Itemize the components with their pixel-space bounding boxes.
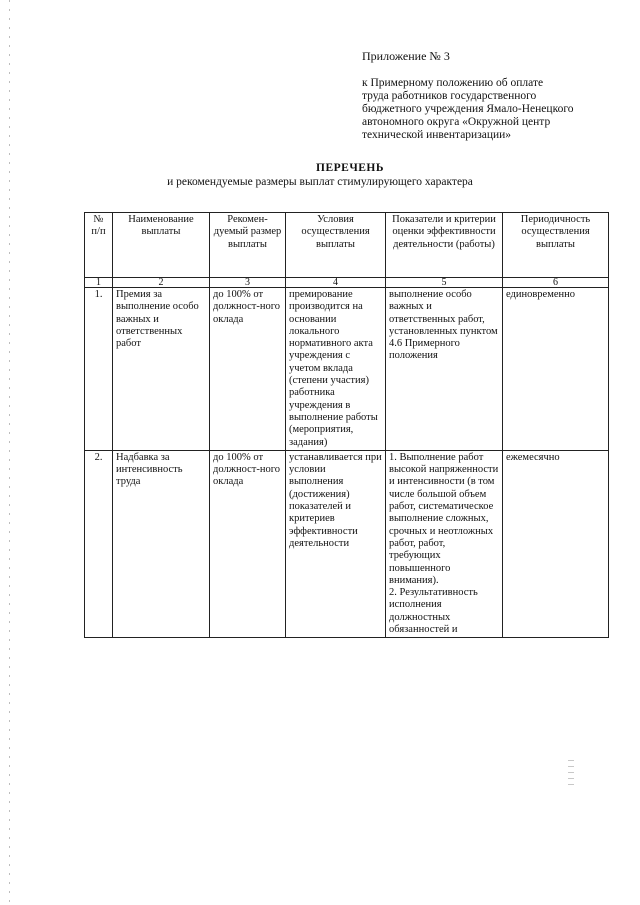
- document-subtitle: и рекомендуемые размеры выплат стимулирующего характера: [167, 176, 473, 188]
- payment-conditions: премирование производится на основании локального нормативного акта учреждения с учетом вклада (степени участия) работника учреждения в выполнение работы (мероприятия, задания): [286, 288, 386, 451]
- criterion-item: выполнение особо важных и ответственных работ, установленных пунктом 4.6 Примерного положения: [389, 289, 498, 362]
- column-number: 1: [85, 278, 113, 288]
- header-periodicity: Периодичность осуществления выплаты: [503, 213, 609, 278]
- recommended-size: до 100% от должност-ного оклада: [210, 450, 286, 637]
- recommended-size: до 100% от должност-ного оклада: [210, 288, 286, 451]
- document-title: ПЕРЕЧЕНЬ: [316, 162, 384, 174]
- appendix-reference: [362, 77, 612, 142]
- appendix-line: автономного округа «Окружной центр: [362, 116, 551, 128]
- scan-edge-line: [9, 0, 10, 905]
- appendix-line: технической инвентаризации»: [362, 129, 512, 141]
- performance-criteria: [386, 450, 503, 637]
- payment-periodicity: ежемесячно: [503, 450, 609, 637]
- row-number: 1.: [85, 288, 113, 451]
- payment-periodicity: единовременно: [503, 288, 609, 451]
- appendix-line: бюджетного учреждения Ямало-Ненецкого: [362, 103, 574, 115]
- payment-name: Надбавка за интенсивность труда: [113, 450, 210, 637]
- appendix-block: [362, 50, 612, 142]
- column-number: 3: [210, 278, 286, 288]
- appendix-line: труда работников государственного: [362, 90, 537, 102]
- column-number: 4: [286, 278, 386, 288]
- header-payment-name: Наименование выплаты: [113, 213, 210, 278]
- table-row: [85, 450, 609, 637]
- header-conditions: Условия осуществления выплаты: [286, 213, 386, 278]
- appendix-number: Приложение № 3: [362, 49, 450, 63]
- table-row: [85, 288, 609, 451]
- column-number: 6: [503, 278, 609, 288]
- payment-conditions: устанавливается при условии выполнения (достижения) показателей и критериев эффективности деятельности: [286, 450, 386, 637]
- performance-criteria: [386, 288, 503, 451]
- table-header-row: [85, 213, 609, 278]
- header-recommended-size: Рекомен-дуемый размер выплаты: [210, 213, 286, 278]
- payments-table: [84, 212, 609, 638]
- column-number: 2: [113, 278, 210, 288]
- row-number: 2.: [85, 450, 113, 637]
- scan-mark: [568, 760, 574, 790]
- appendix-line: к Примерному положению об оплате: [362, 77, 544, 89]
- column-number: 5: [386, 278, 503, 288]
- criterion-item: 1. Выполнение работ высокой напряженности и интенсивности (в том числе большой объем работ, систематическое выполнение сложных, срочных и неотложных работ, работ, требующих повышенного внимания).: [389, 451, 499, 586]
- column-numbers-row: [85, 278, 609, 288]
- payment-name: Премия за выполнение особо важных и ответственных работ: [113, 288, 210, 451]
- criterion-item: 2. Результативность исполнения должностных обязанностей и: [389, 587, 478, 636]
- header-criteria: Показатели и критерии оценки эффективности деятельности (работы): [386, 213, 503, 278]
- header-number: № п/п: [85, 213, 113, 278]
